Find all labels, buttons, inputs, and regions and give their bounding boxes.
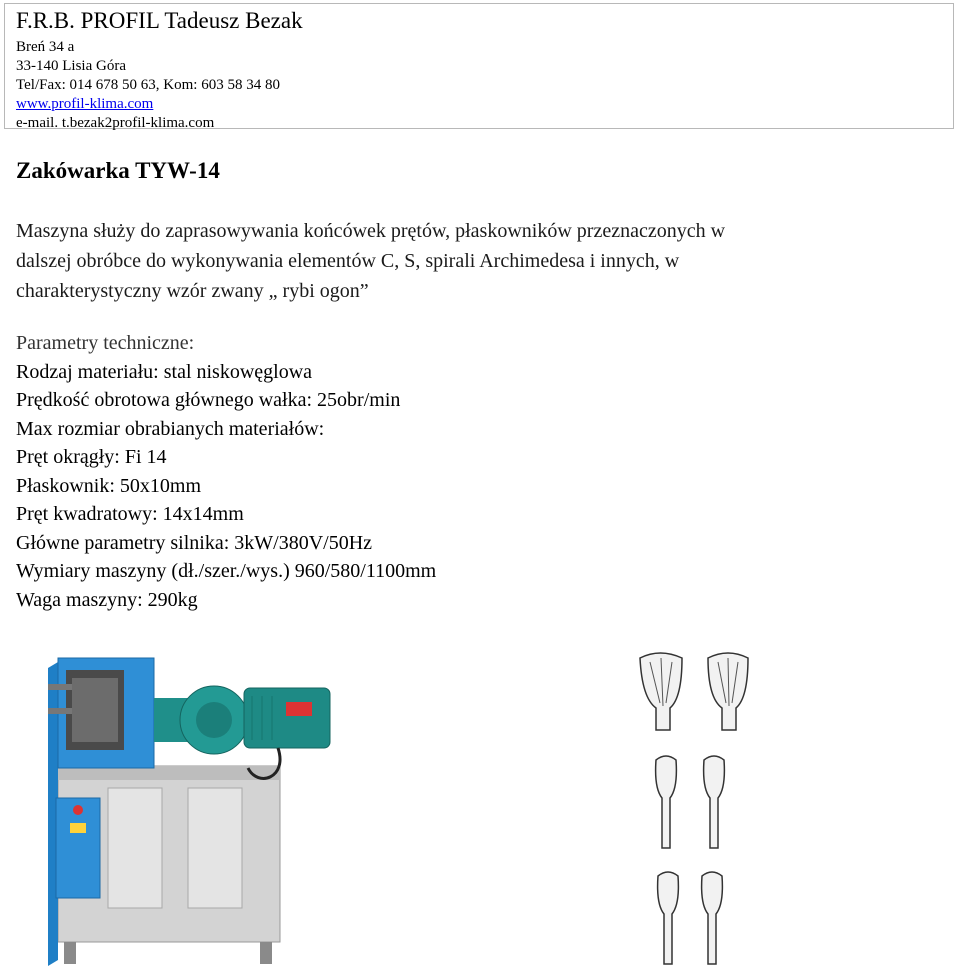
param-weight: Waga maszyny: 290kg [16, 588, 198, 611]
param-material: Rodzaj materiału: stal niskowęglowa [16, 360, 313, 383]
fishtail-small-icon [658, 872, 723, 964]
website-link[interactable]: www.profil-klima.com [16, 96, 154, 112]
fishtail-large-icon [640, 653, 748, 730]
address-street: Breń 34 a [16, 39, 75, 55]
description [16, 216, 916, 306]
description-line: charakterystyczny wzór zwany „ rybi ogon” [16, 280, 369, 302]
description-line: dalszej obróbce do wykonywania elementów C, S, spirali Archimedesa i innych, w [16, 250, 680, 272]
technical-parameters [16, 329, 436, 614]
param-speed: Prędkość obrotowa głównego wałka: 25obr/min [16, 389, 401, 411]
param-square-bar: Pręt kwadratowy: 14x14mm [16, 503, 244, 525]
contact-header [4, 3, 954, 129]
param-dimensions: Wymiary maszyny (dł./szer./wys.) 960/580/1100mm [16, 560, 437, 582]
phone-line: Tel/Fax: 014 678 50 63, Kom: 603 58 34 80 [16, 77, 280, 93]
param-round-bar: Pręt okrągły: Fi 14 [16, 446, 167, 468]
machine-image [48, 648, 338, 968]
param-max-size: Max rozmiar obrabianych materiałów: [16, 417, 325, 440]
fishtail-samples-image [630, 648, 760, 968]
fishtail-medium-icon [656, 756, 725, 848]
params-heading: Parametry techniczne: [16, 332, 195, 354]
email-line: e-mail. t.bezak2profil-klima.com [16, 115, 215, 131]
page-title: Zakówarka TYW-14 [16, 158, 220, 183]
address-city: 33-140 Lisia Góra [16, 58, 126, 74]
description-line: Maszyna służy do zaprasowywania końcówek prętów, płaskowników przeznaczonych w [16, 220, 726, 242]
param-flat-bar: Płaskownik: 50x10mm [16, 474, 202, 497]
param-motor: Główne parametry silnika: 3kW/380V/50Hz [16, 531, 373, 554]
company-name: F.R.B. PROFIL Tadeusz Bezak [16, 8, 303, 33]
